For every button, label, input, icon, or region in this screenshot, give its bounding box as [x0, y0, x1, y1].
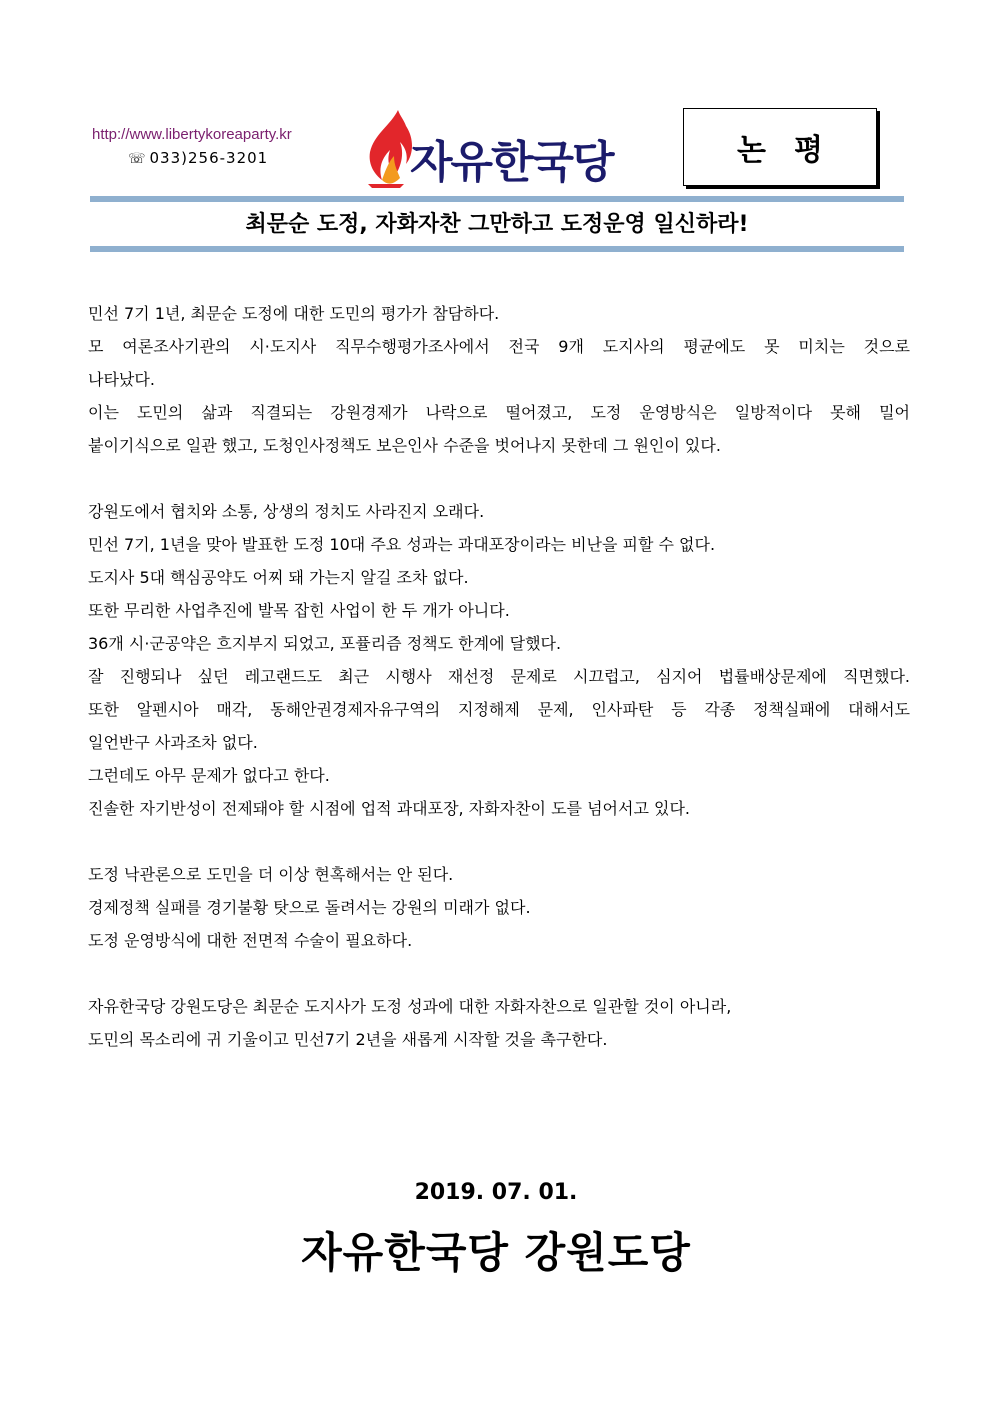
statement-body [88, 297, 910, 1056]
document-type-box [683, 108, 877, 186]
body-line: 이는 도민의 삶과 직결되는 강원경제가 나락으로 떨어졌고, 도정 운영방식은 일방적이다 못해 밀어 [88, 403, 910, 422]
body-line: 민선 7기 1년, 최문순 도정에 대한 도민의 평가가 참담하다. [88, 304, 500, 323]
body-line: 도민의 목소리에 귀 기울이고 민선7기 2년을 새롭게 시작할 것을 촉구한다. [88, 1030, 608, 1049]
body-line: 진솔한 자기반성이 전제돼야 할 시점에 업적 과대포장, 자화자찬이 도를 넘어서고 있다. [88, 799, 690, 818]
paragraph [88, 495, 910, 825]
phone-number: 033)256-3201 [149, 149, 269, 167]
body-line: 도정 낙관론으로 도민을 더 이상 현혹해서는 안 된다. [88, 865, 454, 884]
logo-text: 자유한국당 [410, 137, 613, 188]
paragraph-gap [88, 462, 910, 495]
body-line: 나타났다. [88, 370, 155, 389]
paragraph-gap [88, 825, 910, 858]
headline-bottom-rule [90, 246, 904, 252]
body-line: 또한 무리한 사업추진에 발목 잡힌 사업이 한 두 개가 아니다. [88, 601, 510, 620]
body-line: 잘 진행되나 싶던 레고랜드도 최근 시행사 재선정 문제로 시끄럽고, 심지어 법률배상문제에 직면했다. [88, 667, 910, 686]
body-line: 자유한국당 강원도당은 최문순 도지사가 도정 성과에 대한 자화자찬으로 일관할 것이 아니라, [88, 997, 732, 1016]
phone-number-line [92, 149, 342, 167]
body-line: 모 여론조사기관의 시·도지사 직무수행평가조사에서 전국 9개 도지사의 평균에도 못 미치는 것으로 [88, 337, 910, 356]
contact-info [92, 126, 342, 167]
issuer-signature: 자유한국당 강원도당 [301, 1228, 691, 1277]
body-line: 그런데도 아무 문제가 없다고 한다. [88, 766, 330, 785]
statement-date: 2019. 07. 01. [414, 1180, 578, 1205]
body-line: 강원도에서 협치와 소통, 상생의 정치도 사라진지 오래다. [88, 502, 485, 521]
document-type-label: 논평 [737, 133, 851, 168]
body-line: 민선 7기, 1년을 맞아 발표한 도정 10대 주요 성과는 과대포장이라는 비난을 피할 수 없다. [88, 535, 716, 554]
headline-top-rule [90, 196, 904, 202]
paragraph [88, 990, 910, 1056]
body-line: 도정 운영방식에 대한 전면적 수술이 필요하다. [88, 931, 413, 950]
body-line: 또한 알펜시아 매각, 동해안권경제자유구역의 지정해제 문제, 인사파탄 등 각종 정책실패에 대해서도 [88, 700, 910, 719]
body-line: 36개 시·군공약은 흐지부지 되었고, 포퓰리즘 정책도 한계에 달했다. [88, 634, 562, 653]
telephone-icon: ☏ [128, 151, 147, 167]
party-logo [360, 108, 630, 190]
paragraph [88, 858, 910, 957]
body-line: 일언반구 사과조차 없다. [88, 733, 258, 752]
paragraph [88, 297, 910, 462]
body-line: 경제정책 실패를 경기불황 탓으로 돌려서는 강원의 미래가 없다. [88, 898, 531, 917]
headline: 최문순 도정, 자화자찬 그만하고 도정운영 일신하라! [245, 212, 749, 237]
body-line: 도지사 5대 핵심공약도 어찌 돼 가는지 알길 조차 없다. [88, 568, 469, 587]
torch-flame-icon [360, 108, 416, 190]
website-url[interactable]: http://www.libertykoreaparty.kr [92, 126, 292, 143]
body-line: 붙이기식으로 일관 했고, 도청인사정책도 보은인사 수준을 벗어나지 못한데 그 원인이 있다. [88, 436, 721, 455]
paragraph-gap [88, 957, 910, 990]
